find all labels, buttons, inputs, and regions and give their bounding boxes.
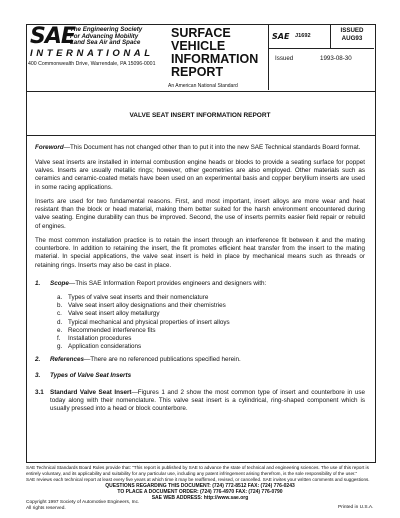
types-section [50, 372, 365, 380]
paragraph: The most common installation practice is to retain the insert through an interference fit between it and the mating counterbore. In addition to retaining the insert, the fit promotes efficient heat transfer from the insert to the mating material. In special applications, the valve seat insert is held in place by mechanical means such as threads or retaining rings. Inserts may also be cast in place. [35, 237, 365, 269]
section-label: Scope [50, 280, 69, 287]
copyright-line: Copyright 1997 Society of Automotive Engineers, Inc. [26, 500, 140, 505]
list-item [57, 327, 230, 335]
list-letter: b. [57, 302, 63, 310]
report-type-title [171, 27, 258, 79]
issued-header [333, 27, 371, 43]
issued-header-line: AUG93 [341, 35, 363, 42]
document-title: VALVE SEAT INSERT INFORMATION REPORT [129, 112, 271, 119]
list-item [57, 343, 230, 351]
printed-note: Printed in U.S.A. [338, 505, 374, 510]
header-divider [268, 24, 269, 90]
header-divider [268, 48, 374, 49]
paragraph: Valve seat inserts are installed in internal combustion engine heads or blocks to provide a seating surface for poppet valves. Inserts are usually metallic rings; however, other geometries are also employed. Other materials such as ceramics and ceramic-coated metals have been used on an experimental basis and copper beryllium inserts are used in some racing applications. [35, 159, 365, 191]
contact-line: SAE WEB ADDRESS: http://www.sae.org [151, 495, 249, 501]
section-label: Types of Valve Seat Inserts [50, 372, 132, 379]
foreword-label: Foreword [35, 144, 64, 151]
scope-section [50, 280, 365, 288]
standard-insert-section [50, 389, 365, 414]
list-text: Valve seat insert alloy designations and their chemistries [68, 302, 226, 310]
title-line: INFORMATION [171, 52, 259, 66]
list-text: Valve seat insert alloy metallurgy [68, 310, 160, 318]
foreword [35, 144, 365, 152]
list-item [57, 319, 230, 327]
list-text: Installation procedures [68, 335, 132, 343]
logo-international: INTERNATIONAL [30, 48, 154, 59]
section-number: 3. [35, 372, 41, 379]
list-item [57, 294, 230, 302]
sae-small-logo: SAE [272, 32, 290, 41]
list-text: Recommended interference fits [68, 326, 156, 334]
copyright-line: All rights reserved. [26, 505, 66, 511]
references-section [50, 356, 365, 364]
contact-block [26, 483, 374, 501]
section-text: —Figures 1 and 2 show the most common type of insert and counterbore in use today along with their nomenclature. This valve seat insert is a cylindrical, ring-shaped component which is usually pressed into a head or block counterbore. [50, 389, 365, 413]
sae-address: 400 Commonwealth Drive, Warrendale, PA 15096-0001 [28, 61, 156, 67]
logo-tagline-line: For Advancing Mobility [70, 32, 139, 40]
list-letter: a. [57, 294, 63, 301]
section-text: —This SAE Information Report provides engineers and designers with: [68, 280, 267, 287]
list-letter: c. [57, 310, 62, 318]
logo-tagline-line: Land Sea Air and Space [70, 39, 141, 47]
foreword-text: —This Document has not changed other than to put it into the new SAE Technical standards Board format. [63, 144, 361, 151]
list-text: Application considerations [68, 343, 142, 351]
list-item [57, 302, 230, 310]
paragraph: Inserts are used for two fundamental reasons. First, and most important, insert alloys are more wear and heat resistant than the block or head material, making them better suited for the harsh environment encountered during valve seating. Engine durability can thus be improved. Second, the use of inserts permits easier field repair or rebuild of engines. [35, 198, 365, 230]
issued-date: 1993-08-30 [320, 55, 352, 62]
review-note: SAE reviews each technical report at least every five years at which time it may be reaffirmed, revised, or cancelled. SAE invites your written comments and suggestions. [26, 477, 370, 482]
contact-line: QUESTIONS REGARDING THIS DOCUMENT: (724) 772-8512 FAX: (724) 776-0243 [105, 483, 295, 489]
section-label: Standard Valve Seat Insert [50, 389, 132, 396]
copyright [26, 500, 139, 511]
section-number: 3.1 [35, 389, 44, 396]
title-line: REPORT [171, 65, 224, 79]
national-standard-note: An American National Standard [168, 83, 238, 89]
list-letter: e. [57, 326, 63, 334]
logo-tagline [70, 27, 142, 47]
scope-list [57, 294, 230, 351]
contact-line: TO PLACE A DOCUMENT ORDER: (724) 776-4970 FAX: (724) 776-0790 [117, 489, 283, 495]
header-divider [330, 24, 331, 48]
section-label: References [50, 356, 84, 363]
title-rule [26, 135, 375, 136]
title-line: VEHICLE [171, 39, 226, 53]
issued-header-line: ISSUED [340, 27, 364, 34]
document-number: J1692 [295, 32, 311, 39]
list-item [57, 335, 230, 343]
issued-label: Issued [275, 55, 294, 62]
title-line: SURFACE [171, 26, 231, 40]
list-item [57, 310, 230, 318]
list-letter: g. [57, 343, 63, 351]
sae-logo: SAE [30, 24, 75, 49]
list-text: Typical mechanical and physical properties of insert alloys [68, 318, 230, 326]
logo-tagline-line: The Engineering Society [70, 26, 143, 33]
section-text: —There are no referenced publications specified herein. [83, 356, 241, 363]
section-number: 1. [35, 280, 41, 287]
list-text: Types of valve seat inserts and their nomenclature [68, 294, 209, 301]
list-letter: d. [57, 318, 63, 326]
list-letter: f. [57, 335, 61, 343]
policy-note: SAE Technical Standards Board Rules provide that: "This report is published by SAE to advance the state of technical and engineering sciences. The use of this report is entirely voluntary, and its applicability and suitability for any particular use, including any patent infringement arising therefrom, is the sole responsibility of the user." [26, 465, 369, 476]
section-number: 2. [35, 356, 41, 363]
